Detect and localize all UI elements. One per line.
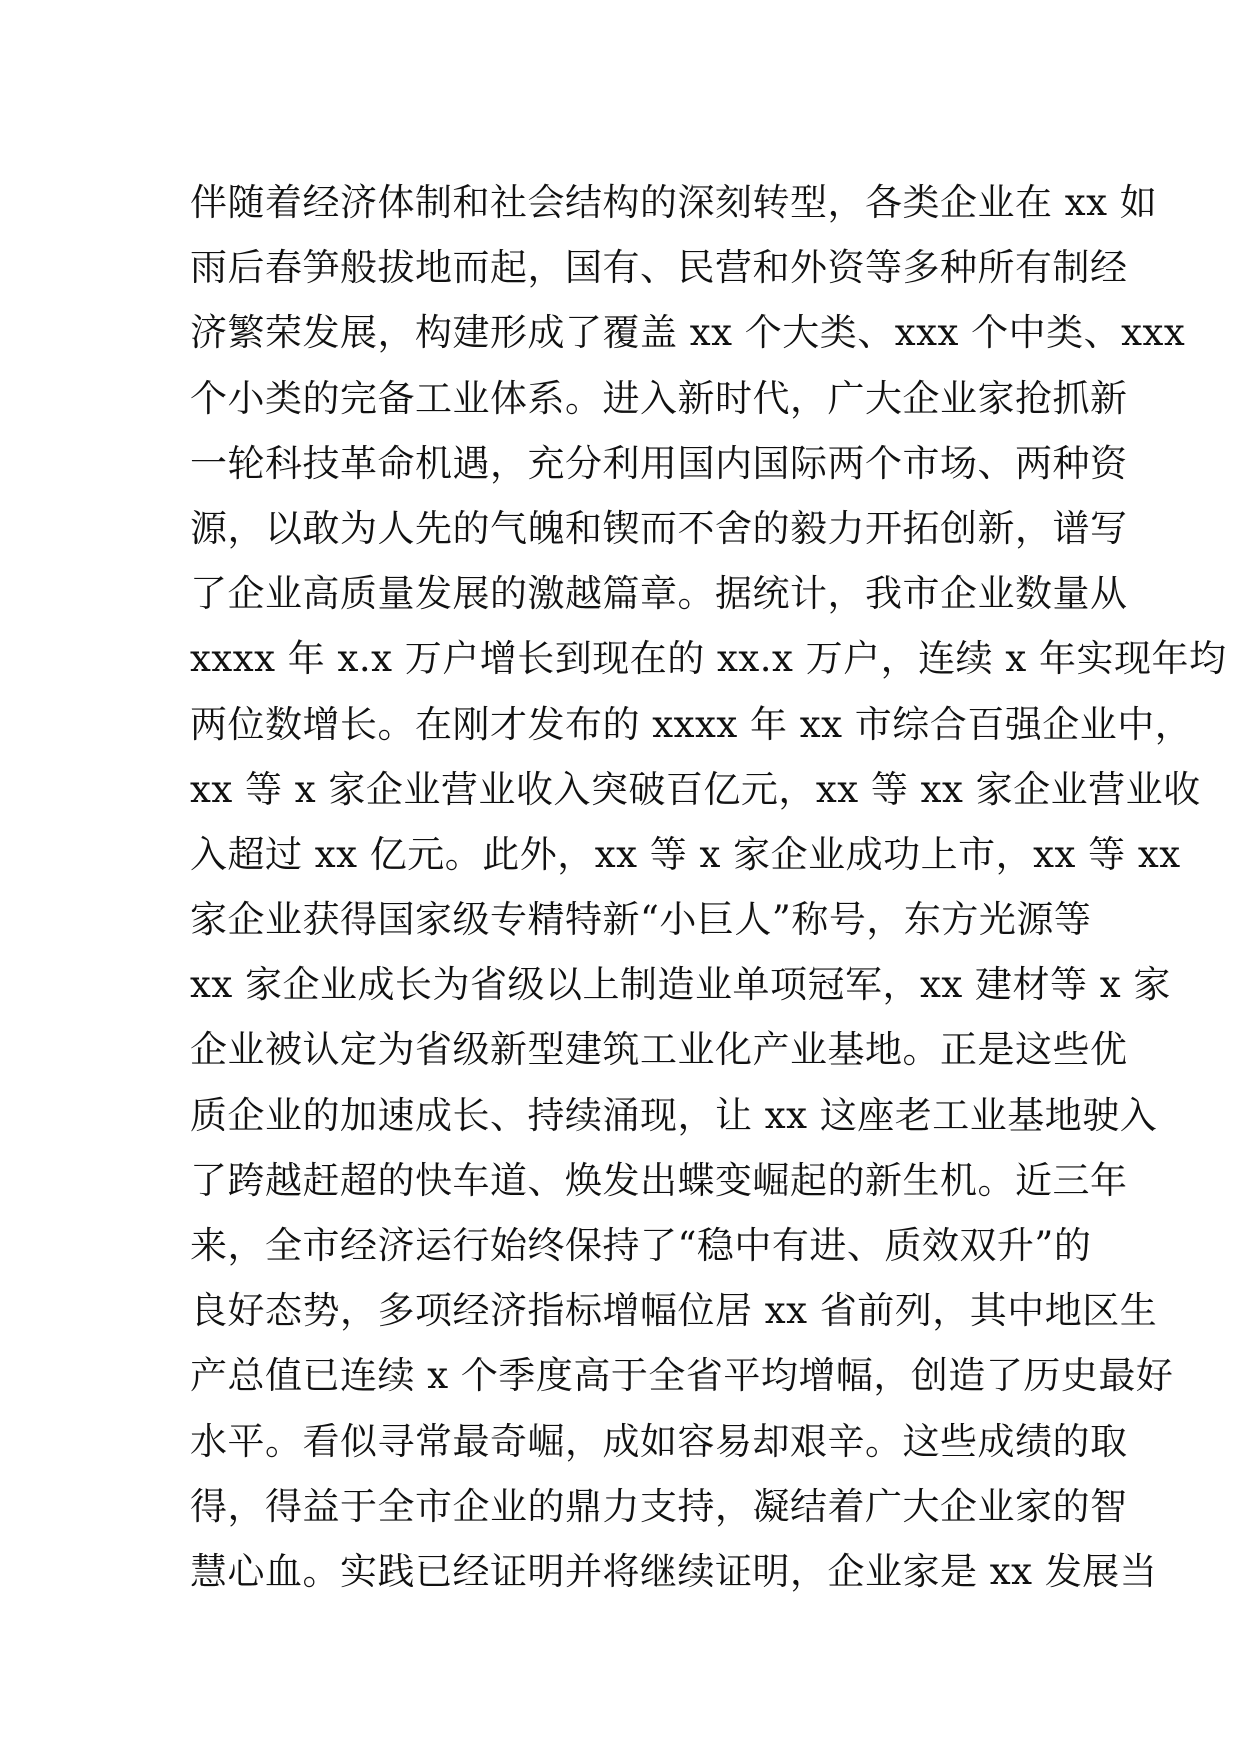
text-line-3: 济繁荣发展，构建形成了覆盖 xx 个大类、xxx 个中类、xxx (190, 311, 1186, 355)
text-line-1: 伴随着经济体制和社会结构的深刻转型，各类企业在 xx 如 (190, 181, 1158, 224)
text-line-10: xx 等 x 家企业营业收入突破百亿元，xx 等 xx 家企业营业收 (190, 767, 1201, 811)
text-line-15: 质企业的加速成长、持续涌现，让 xx 这座老工业基地驶入 (190, 1093, 1158, 1137)
text-line-5: 一轮科技革命机遇，充分利用国内国际两个市场、两种资 (190, 441, 1128, 485)
text-line-22: 慧心血。实践已经证明并将继续证明，企业家是 xx 发展当 (190, 1549, 1158, 1593)
text-line-7: 了企业高质量发展的激越篇章。据统计，我市企业数量从 (190, 572, 1128, 616)
text-line-17: 来，全市经济运行始终保持了“稳中有进、质效双升”的 (190, 1224, 1092, 1267)
text-line-16: 了跨越赶超的快车道、焕发出蝶变崛起的新生机。近三年 (190, 1158, 1128, 1202)
text-line-20: 水平。看似寻常最奇崛，成如容易却艰辛。这些成绩的取 (190, 1419, 1128, 1463)
text-line-18: 良好态势，多项经济指标增幅位居 xx 省前列，其中地区生 (190, 1289, 1158, 1333)
text-line-12: 家企业获得国家级专精特新“小巨人”称号，东方光源等 (190, 898, 1092, 942)
body-paragraph (190, 170, 1227, 1604)
text-line-19: 产总值已连续 x 个季度高于全省平均增幅，创造了历史最好 (190, 1354, 1174, 1398)
text-line-4: 个小类的完备工业体系。进入新时代，广大企业家抢抓新 (190, 376, 1128, 420)
text-line-8: xxxx 年 x.x 万户增长到现在的 xx.x 万户，连续 x 年实现年均 (190, 637, 1227, 681)
text-line-2: 雨后春笋般拔地而起，国有、民营和外资等多种所有制经 (190, 246, 1128, 290)
text-line-11: 入超过 xx 亿元。此外，xx 等 x 家企业成功上市，xx 等 xx (190, 832, 1181, 876)
text-line-21: 得，得益于全市企业的鼎力支持，凝结着广大企业家的智 (190, 1484, 1128, 1528)
text-line-9: 两位数增长。在刚才发布的 xxxx 年 xx 市综合百强企业中， (190, 702, 1193, 746)
text-line-6: 源，以敢为人先的气魄和锲而不舍的毅力开拓创新，谱写 (190, 506, 1128, 550)
text-line-14: 企业被认定为省级新型建筑工业化产业基地。正是这些优 (190, 1028, 1128, 1072)
text-line-13: xx 家企业成长为省级以上制造业单项冠军，xx 建材等 x 家 (190, 963, 1171, 1007)
